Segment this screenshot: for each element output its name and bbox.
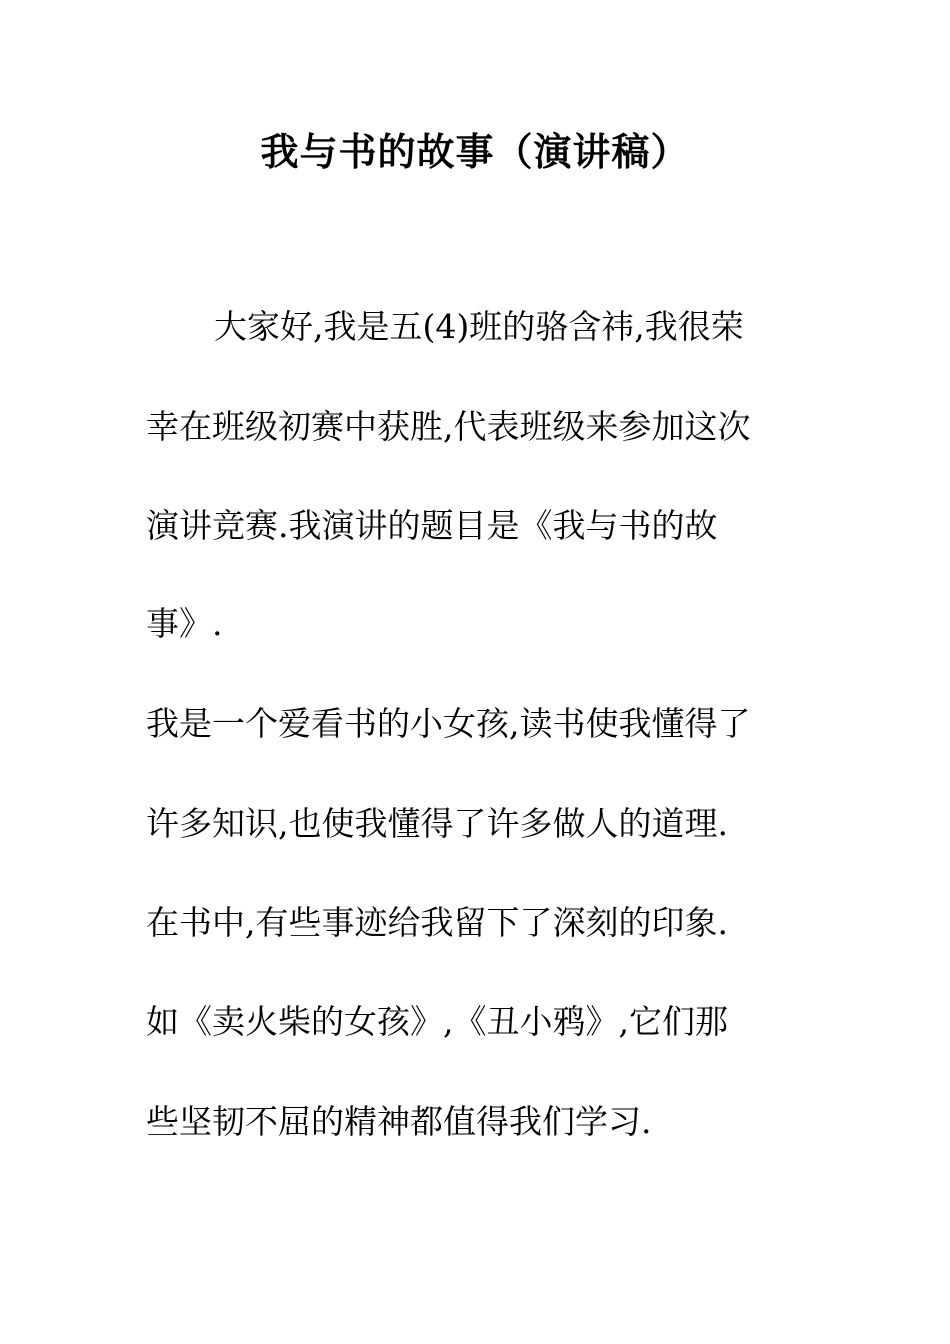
paragraph-line-5: 我是一个爱看书的小女孩,读书使我懂得了 <box>146 704 751 743</box>
paragraph-line-1: 大家好,我是五(4)班的骆含祎,我很荣 <box>214 307 744 346</box>
paragraph-line-2: 幸在班级初赛中获胜,代表班级来参加这次 <box>146 407 751 446</box>
paragraph-line-7: 在书中,有些事迹给我留下了深刻的印象. <box>146 903 728 942</box>
paragraph-line-6: 许多知识,也使我懂得了许多做人的道理. <box>146 804 728 843</box>
paragraph-line-9: 些坚韧不屈的精神都值得我们学习. <box>146 1102 652 1141</box>
paragraph-line-3: 演讲竞赛.我演讲的题目是《我与书的故 <box>146 506 718 545</box>
paragraph-line-8: 如《卖火柴的女孩》,《丑小鸦》,它们那 <box>146 1002 728 1041</box>
paragraph-line-4: 事》. <box>146 604 223 643</box>
page-title: 我与书的故事（演讲稿） <box>260 129 690 174</box>
